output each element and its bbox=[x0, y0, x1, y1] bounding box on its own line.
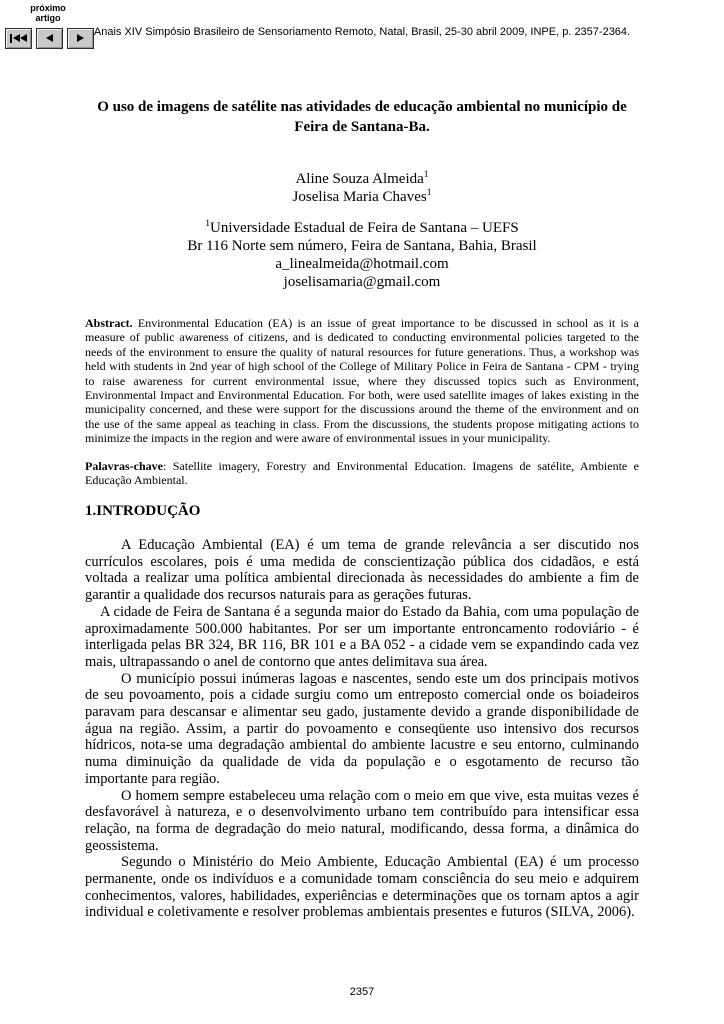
authors-block bbox=[0, 170, 724, 206]
institution-mark: 1 bbox=[205, 219, 211, 229]
author-2-text: Joselisa Maria Chaves bbox=[292, 189, 427, 205]
intro-paragraph-5: Segundo o Ministério do Meio Ambiente, Educação Ambiental (EA) é um processo permanente, onde os indivíduos e a comunidade tomam consciência do seu meio e adquirem conhecimentos, valores, habilidades, experiências e determinações que os tornam aptos a agir individual e coletivamente e resolver problemas ambientais presentes e futuros (SILVA, 2006). bbox=[85, 854, 639, 921]
author-2-affiliation-mark: 1 bbox=[426, 188, 432, 198]
abstract-paragraph bbox=[85, 316, 639, 446]
nav-label-line2: artigo bbox=[35, 13, 61, 24]
keywords-paragraph bbox=[85, 459, 639, 488]
author-email-2: joselisamaria@gmail.com bbox=[283, 274, 441, 290]
author-email-1: a_linealmeida@hotmail.com bbox=[275, 256, 449, 272]
paper-title-line2: Feira de Santana-Ba. bbox=[294, 119, 430, 135]
abstract-label: Abstract. bbox=[85, 316, 133, 330]
affiliation-block bbox=[0, 219, 724, 291]
author-name-1 bbox=[0, 170, 724, 188]
keywords-text: : Satellite imagery, Forestry and Environmental Education. Imagens de satélite, Ambiente e Educação Ambiental. bbox=[85, 459, 639, 488]
intro-paragraph-3: O município possui inúmeras lagoas e nascentes, sendo este um dos principais motivos de seu povoamento, pois a cidade surgiu como um entreposto comercial onde os boiadeiros paravam para descansar e alimentar seu gado, justamente devido a grande disponibilidade de água na região. Assim, a partir do povoamento e conseqüente uso intensivo dos recursos hídricos, nota-se uma degradação ambiental do ambiente lacustre e seu entorno, culminando numa diminuição da qualidade de vida da população e o esgotamento de recurso tão importante para região. bbox=[85, 670, 639, 787]
keywords-label: Palavras-chave bbox=[85, 459, 163, 473]
proceedings-header: Anais XIV Simpósio Brasileiro de Sensoriamento Remoto, Natal, Brasil, 25-30 abril 2009, INPE, p. 2357-2364. bbox=[93, 26, 631, 38]
paper-title bbox=[0, 97, 724, 137]
paper-title-line1: O uso de imagens de satélite nas atividades de educação ambiental no município de bbox=[97, 99, 627, 115]
nav-label bbox=[5, 3, 91, 24]
intro-paragraph-1: A Educação Ambiental (EA) é um tema de grande relevância a ser discutido nos currículos escolares, pois é uma medida de conscientização pública dos cidadãos, e está voltada a realizar uma política ambiental direcionada às necessidades do ambiente a fim de garantir a qualidade dos recursos naturais para as gerações futuras. bbox=[85, 537, 639, 604]
author-1-text: Aline Souza Almeida bbox=[295, 171, 424, 187]
page-number: 2357 bbox=[349, 986, 375, 998]
abstract-text: Environmental Education (EA) is an issue of great importance to be discussed in school as it is a measure of public awareness of citizens, and is dedicated to conducting environmental policies targeted to the needs of the environment to ensure the quality of natural resources for future generations. Thus, a workshop was held with students in 2nd year of high school of the College of Military Police in Feira de Santana - CPM - trying to raise awareness for current environmental issue, where they discussed topics such as Environment, Environmental Impact and Environmental Education. For both, were used satellite images of lakes existing in the municipality concerned, and these were support for the discussions around the theme of the environment and on the use of the same appeal as teaching in class. From the discussions, the students propose mitigating actions to minimize the impacts in the region and were aware of environmental issues in your municipality. bbox=[85, 316, 639, 446]
introduction-heading: 1.INTRODUÇÃO bbox=[85, 503, 201, 519]
institution-line bbox=[0, 219, 724, 237]
intro-paragraph-2: A cidade de Feira de Santana é a segunda maior do Estado da Bahia, com uma população de aproximadamente 500.000 habitantes. Por ser um importante entroncamento rodoviário - é interligada pelas BR 324, BR 116, BR 101 e a BA 052 - a cidade vem se expandindo cada vez mais, ultrapassando o anel de contorno que antes delimitava sua área. bbox=[85, 603, 639, 670]
institution-address: Br 116 Norte sem número, Feira de Santana, Bahia, Brasil bbox=[187, 238, 537, 254]
author-name-2 bbox=[0, 188, 724, 206]
introduction-body bbox=[85, 537, 639, 921]
institution-name: Universidade Estadual de Feira de Santana – UEFS bbox=[210, 220, 519, 236]
author-1-affiliation-mark: 1 bbox=[423, 170, 429, 180]
intro-paragraph-4: O homem sempre estabeleceu uma relação com o meio em que vive, esta muitas vezes é desfavorável à natureza, e o desenvolvimento urbano tem contribuído para intensificar essa relação, na forma de degradação do meio natural, modificando, dessa forma, a dinâmica do geossistema. bbox=[85, 787, 639, 854]
nav-label-line1: próximo bbox=[30, 3, 66, 13]
